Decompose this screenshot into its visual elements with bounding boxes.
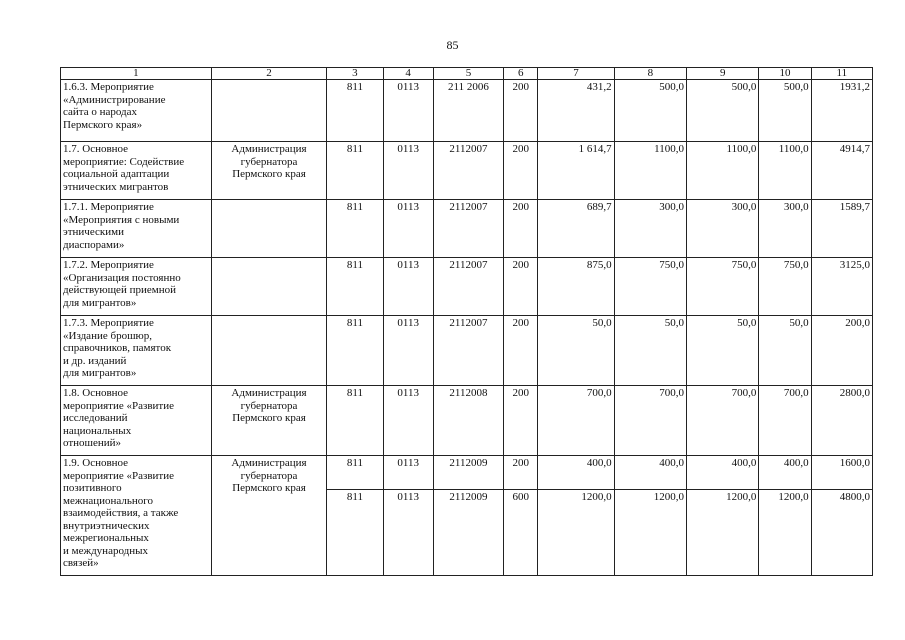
amount-cell: 300,0 (614, 200, 686, 258)
amount-cell: 500,0 (614, 80, 686, 142)
amount-cell: 500,0 (687, 80, 759, 142)
activity-name-cell: 1.7. Основное мероприятие: Содействие социальной адаптации этнических мигрантов (61, 142, 212, 200)
amount-cell: 400,0 (538, 456, 614, 490)
amount-cell: 200,0 (811, 316, 872, 386)
amount-cell: 300,0 (759, 200, 811, 258)
executor-cell: Администрация губернатора Пермского края (211, 142, 327, 200)
amount-cell: 4800,0 (811, 490, 872, 576)
code-cell: 0113 (383, 258, 433, 316)
code-cell: 2112007 (433, 316, 503, 386)
header-cell: 6 (504, 68, 538, 80)
amount-cell: 700,0 (614, 386, 686, 456)
amount-cell: 431,2 (538, 80, 614, 142)
amount-cell: 1600,0 (811, 456, 872, 490)
table-body (61, 68, 873, 576)
amount-cell: 1100,0 (759, 142, 811, 200)
header-cell: 7 (538, 68, 614, 80)
executor-cell (211, 200, 327, 258)
header-cell: 11 (811, 68, 872, 80)
amount-cell: 689,7 (538, 200, 614, 258)
activity-name-cell: 1.9. Основное мероприятие «Развитие позитивного межнационального взаимодействия, а также внутриэтнических межрегиональных и международных связей» (61, 456, 212, 576)
code-cell: 200 (504, 386, 538, 456)
amount-cell: 3125,0 (811, 258, 872, 316)
executor-cell: Администрация губернатора Пермского края (211, 456, 327, 576)
amount-cell: 875,0 (538, 258, 614, 316)
code-cell: 211 2006 (433, 80, 503, 142)
amount-cell: 700,0 (759, 386, 811, 456)
code-cell: 811 (327, 200, 383, 258)
amount-cell: 1200,0 (759, 490, 811, 576)
amount-cell: 1200,0 (538, 490, 614, 576)
code-cell: 811 (327, 258, 383, 316)
amount-cell: 50,0 (538, 316, 614, 386)
amount-cell: 1100,0 (687, 142, 759, 200)
code-cell: 811 (327, 456, 383, 490)
amount-cell: 1589,7 (811, 200, 872, 258)
header-cell: 5 (433, 68, 503, 80)
activity-name-cell: 1.6.3. Мероприятие «Администрирование сайта о народах Пермского края» (61, 80, 212, 142)
table-row (61, 258, 873, 316)
amount-cell: 400,0 (614, 456, 686, 490)
code-cell: 811 (327, 490, 383, 576)
code-cell: 600 (504, 490, 538, 576)
amount-cell: 400,0 (759, 456, 811, 490)
code-cell: 0113 (383, 142, 433, 200)
table-row (61, 200, 873, 258)
code-cell: 2112007 (433, 142, 503, 200)
code-cell: 200 (504, 142, 538, 200)
executor-cell (211, 316, 327, 386)
activity-name-cell: 1.7.3. Мероприятие «Издание брошюр, справочников, памяток и др. изданий для мигрантов» (61, 316, 212, 386)
amount-cell: 750,0 (614, 258, 686, 316)
executor-cell (211, 258, 327, 316)
code-cell: 811 (327, 316, 383, 386)
code-cell: 200 (504, 456, 538, 490)
code-cell: 2112008 (433, 386, 503, 456)
header-cell: 3 (327, 68, 383, 80)
amount-cell: 4914,7 (811, 142, 872, 200)
page-number: 85 (446, 38, 459, 52)
amount-cell: 50,0 (614, 316, 686, 386)
code-cell: 200 (504, 316, 538, 386)
code-cell: 2112007 (433, 258, 503, 316)
activity-name-cell: 1.7.1. Мероприятие «Мероприятия с новыми этническими диаспорами» (61, 200, 212, 258)
code-cell: 200 (504, 258, 538, 316)
code-cell: 200 (504, 80, 538, 142)
table-header-row (61, 68, 873, 80)
header-cell: 10 (759, 68, 811, 80)
code-cell: 0113 (383, 80, 433, 142)
header-cell: 9 (687, 68, 759, 80)
amount-cell: 700,0 (538, 386, 614, 456)
code-cell: 0113 (383, 490, 433, 576)
code-cell: 0113 (383, 386, 433, 456)
amount-cell: 750,0 (687, 258, 759, 316)
table-row (61, 456, 873, 490)
activity-name-cell: 1.7.2. Мероприятие «Организация постоянно действующей приемной для мигрантов» (61, 258, 212, 316)
activity-name-cell: 1.8. Основное мероприятие «Развитие исследований национальных отношений» (61, 386, 212, 456)
budget-table (60, 67, 873, 576)
table-row (61, 386, 873, 456)
amount-cell: 50,0 (687, 316, 759, 386)
code-cell: 2112009 (433, 490, 503, 576)
code-cell: 2112007 (433, 200, 503, 258)
table-row (61, 80, 873, 142)
executor-cell (211, 80, 327, 142)
header-cell: 4 (383, 68, 433, 80)
table-row (61, 142, 873, 200)
table-row (61, 316, 873, 386)
code-cell: 0113 (383, 316, 433, 386)
amount-cell: 1200,0 (687, 490, 759, 576)
amount-cell: 750,0 (759, 258, 811, 316)
amount-cell: 1200,0 (614, 490, 686, 576)
amount-cell: 400,0 (687, 456, 759, 490)
amount-cell: 1 614,7 (538, 142, 614, 200)
header-cell: 1 (61, 68, 212, 80)
amount-cell: 1931,2 (811, 80, 872, 142)
code-cell: 811 (327, 80, 383, 142)
code-cell: 811 (327, 142, 383, 200)
code-cell: 200 (504, 200, 538, 258)
amount-cell: 300,0 (687, 200, 759, 258)
amount-cell: 1100,0 (614, 142, 686, 200)
code-cell: 2112009 (433, 456, 503, 490)
amount-cell: 500,0 (759, 80, 811, 142)
header-cell: 2 (211, 68, 327, 80)
executor-cell: Администрация губернатора Пермского края (211, 386, 327, 456)
header-cell: 8 (614, 68, 686, 80)
code-cell: 811 (327, 386, 383, 456)
amount-cell: 700,0 (687, 386, 759, 456)
amount-cell: 50,0 (759, 316, 811, 386)
code-cell: 0113 (383, 456, 433, 490)
amount-cell: 2800,0 (811, 386, 872, 456)
code-cell: 0113 (383, 200, 433, 258)
